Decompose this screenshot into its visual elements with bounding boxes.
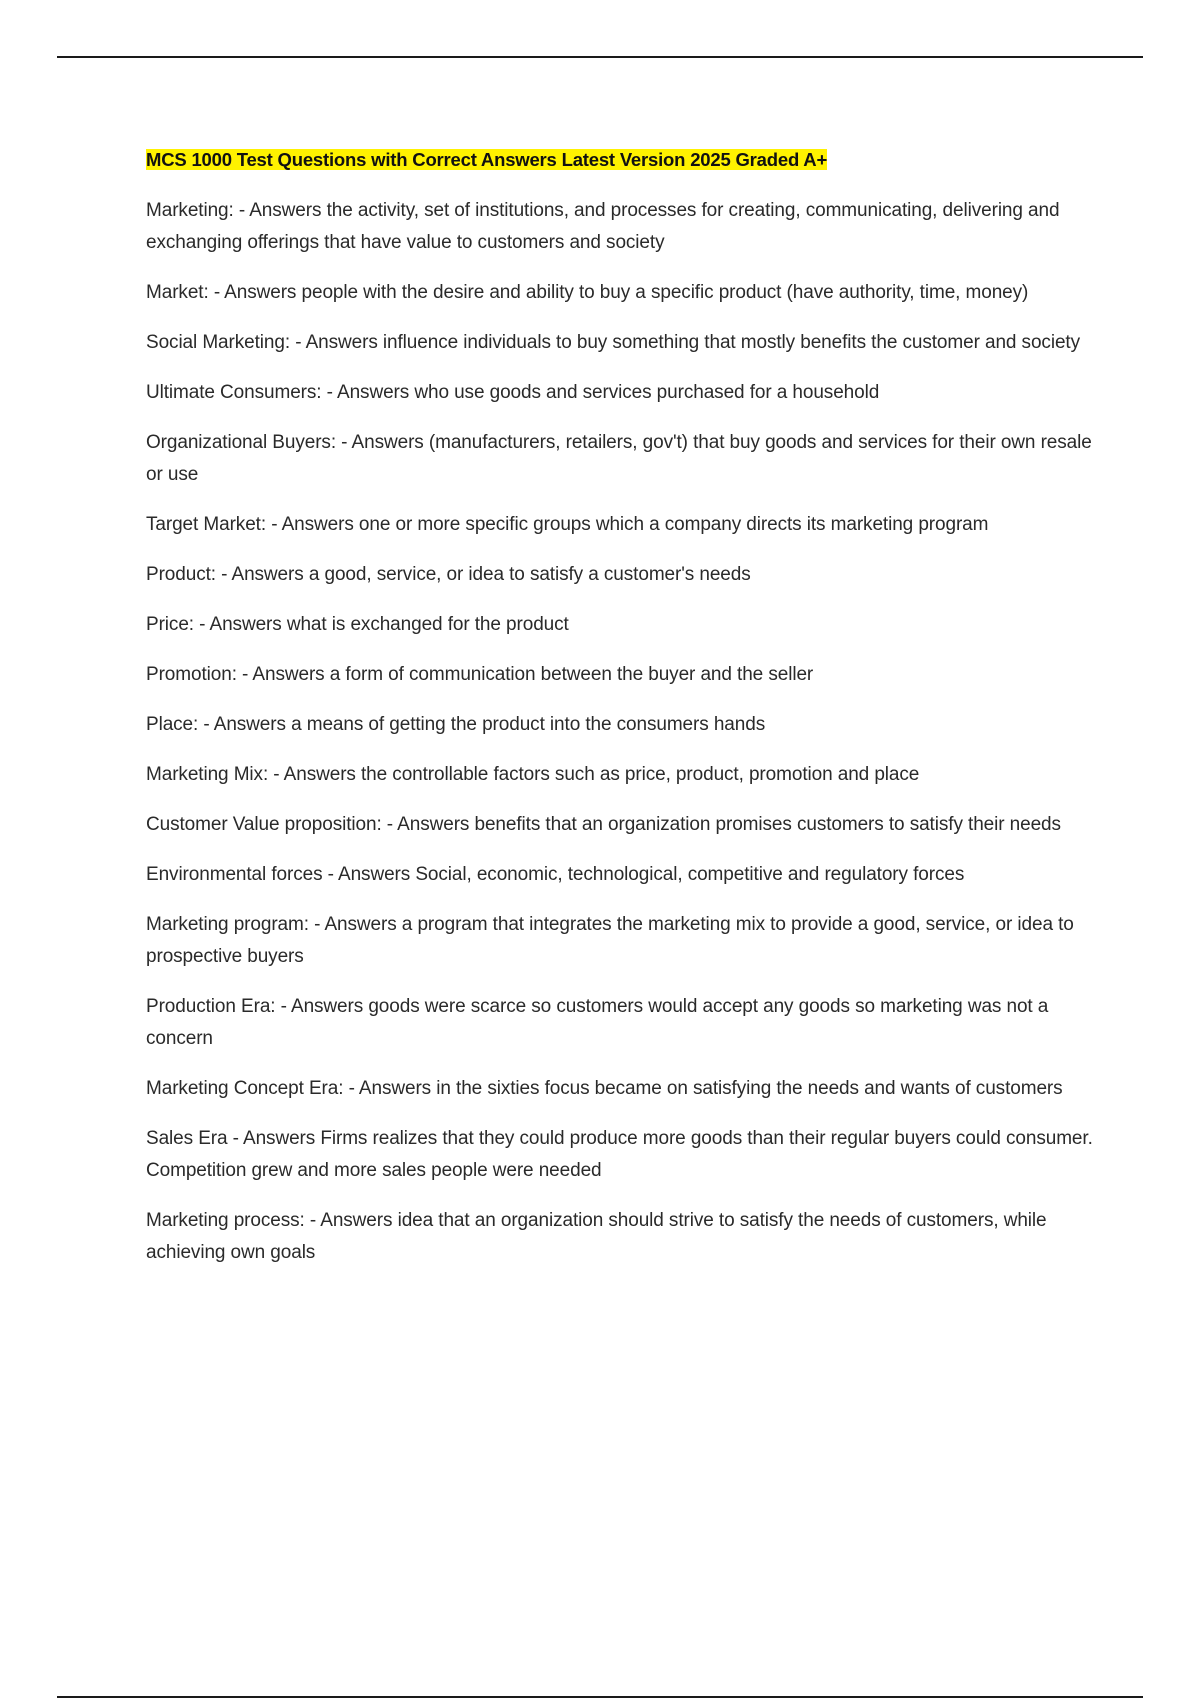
qa-entry-customer-value-proposition: Customer Value proposition: - Answers benefits that an organization promises customers to satisfy their needs [146, 814, 1061, 835]
qa-entry-production-era: Production Era: - Answers goods were scarce so customers would accept any goods so marketing was not a concern [146, 996, 1049, 1049]
document-title-block [146, 144, 1096, 178]
document-body [146, 144, 1096, 1287]
qa-entry-marketing-concept-era: Marketing Concept Era: - Answers in the sixties focus became on satisfying the needs and wants of customers [146, 1078, 1063, 1099]
qa-entry-social-marketing: Social Marketing: - Answers influence individuals to buy something that mostly benefits the customer and society [146, 332, 1080, 353]
qa-entry-marketing: Marketing: - Answers the activity, set of institutions, and processes for creating, communicating, delivering and exchanging offerings that have value to customers and society [146, 200, 1060, 253]
qa-entry-marketing-program: Marketing program: - Answers a program that integrates the marketing mix to provide a good, service, or idea to prospective buyers [146, 914, 1074, 967]
document-title: MCS 1000 Test Questions with Correct Answers Latest Version 2025 Graded A+ [146, 149, 828, 170]
qa-entry-promotion: Promotion: - Answers a form of communication between the buyer and the seller [146, 664, 814, 685]
header-rule [57, 56, 1143, 58]
qa-entry-marketing-process: Marketing process: - Answers idea that an organization should strive to satisfy the needs of customers, while achieving own goals [146, 1210, 1047, 1263]
qa-entry-target-market: Target Market: - Answers one or more specific groups which a company directs its marketing program [146, 514, 989, 535]
qa-entry-price: Price: - Answers what is exchanged for the product [146, 614, 569, 635]
qa-entry-marketing-mix: Marketing Mix: - Answers the controllable factors such as price, product, promotion and place [146, 764, 920, 785]
qa-entry-ultimate-consumers: Ultimate Consumers: - Answers who use goods and services purchased for a household [146, 382, 880, 403]
qa-entry-sales-era: Sales Era - Answers Firms realizes that they could produce more goods than their regular buyers could consumer. Competition grew and more sales people were needed [146, 1128, 1093, 1181]
qa-entry-product: Product: - Answers a good, service, or idea to satisfy a customer's needs [146, 564, 751, 585]
qa-entry-environmental-forces: Environmental forces - Answers Social, economic, technological, competitive and regulatory forces [146, 864, 965, 885]
qa-entry-market: Market: - Answers people with the desire and ability to buy a specific product (have authority, time, money) [146, 282, 1029, 303]
qa-entry-organizational-buyers: Organizational Buyers: - Answers (manufacturers, retailers, gov't) that buy goods and services for their own resale or use [146, 432, 1092, 485]
footer-rule [57, 1696, 1143, 1698]
qa-entry-place: Place: - Answers a means of getting the product into the consumers hands [146, 714, 766, 735]
